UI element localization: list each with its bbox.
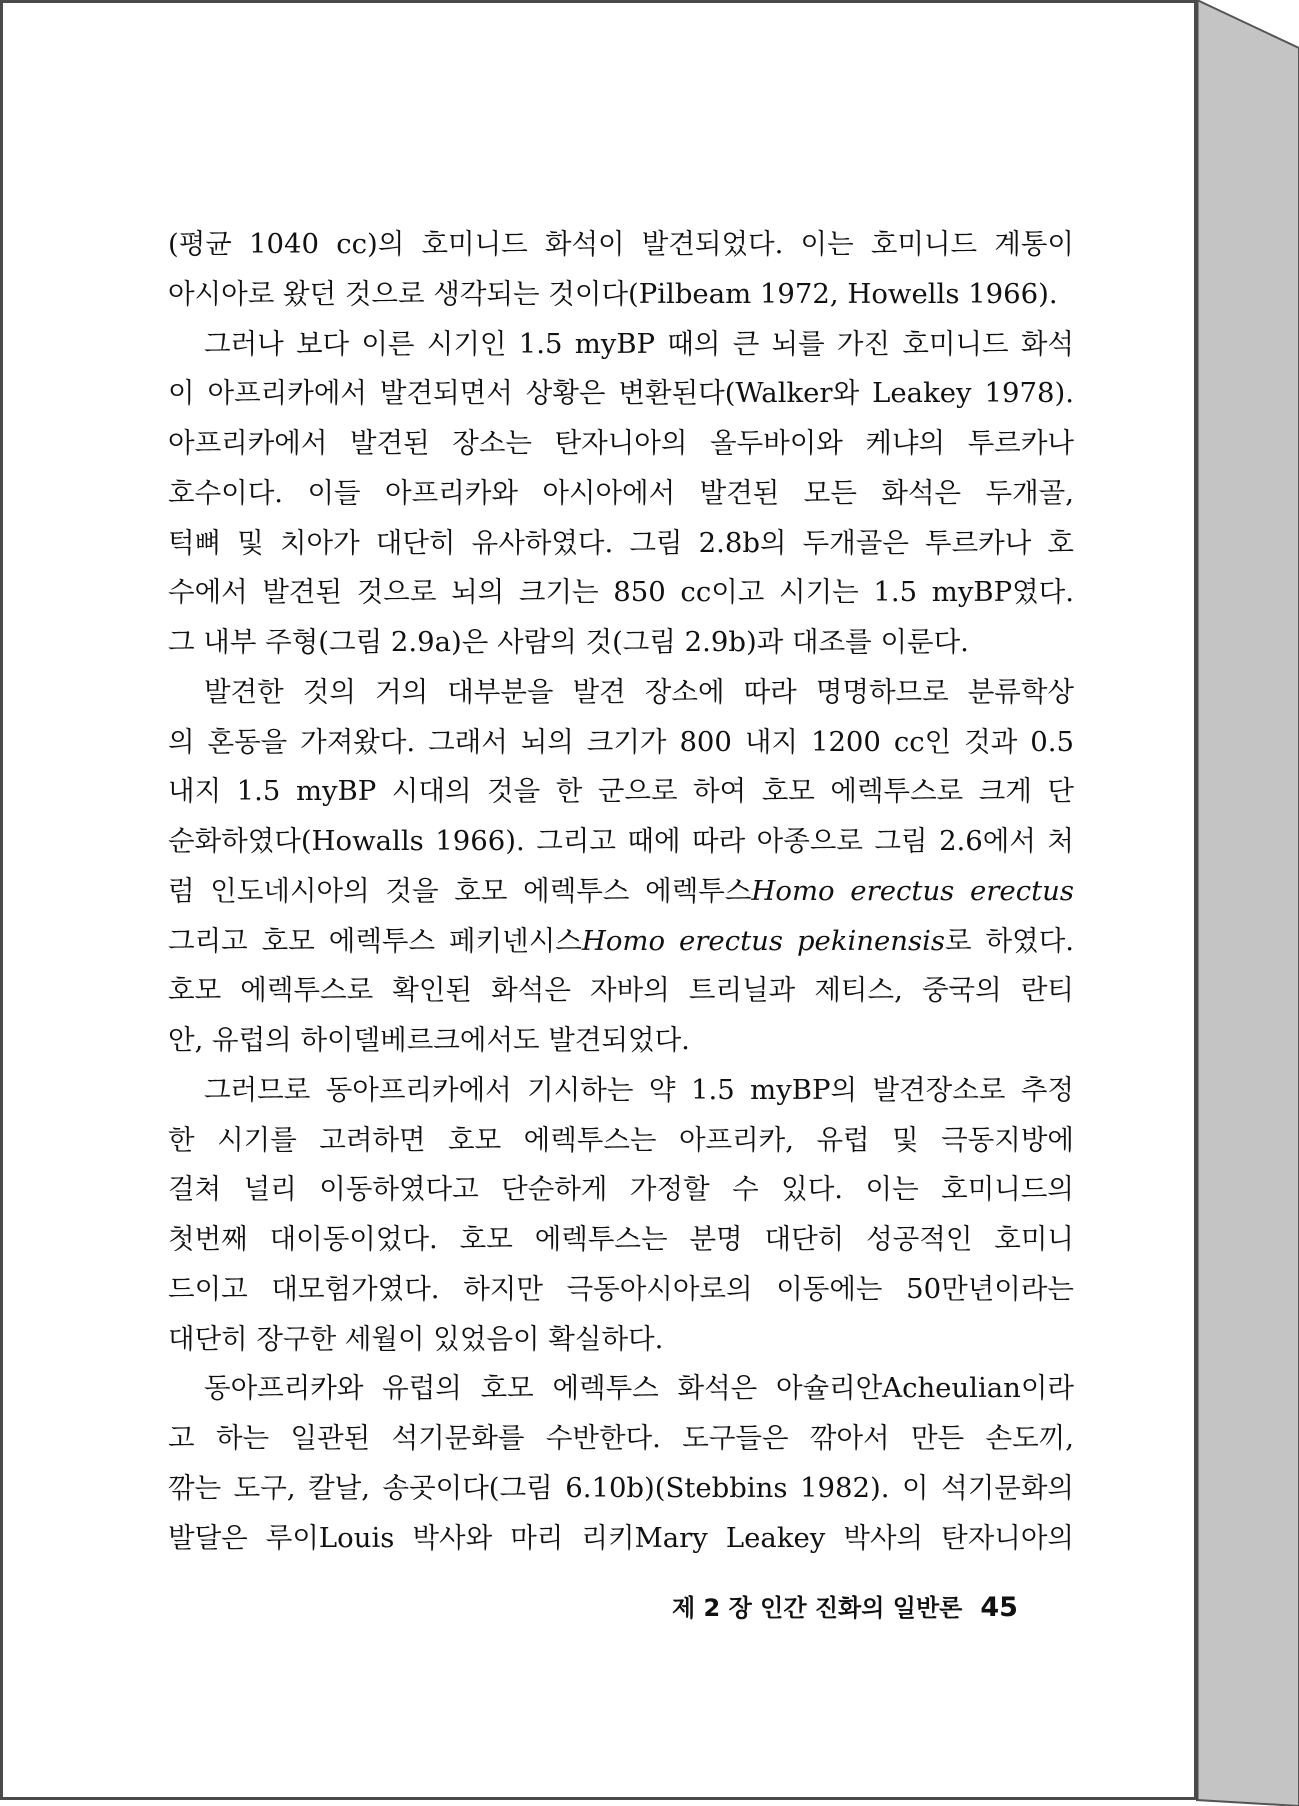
text-span: 로 하였다. (945, 924, 1074, 957)
text-line: 발달은 루이Louis 박사와 마리 리키Mary Leakey 박사의 탄자니아의 (168, 1521, 1074, 1554)
text-line: 수에서 발견된 것으로 뇌의 크기는 850 cc이고 시기는 1.5 myBP였다. (168, 576, 1074, 609)
text-line: 그러므로 동아프리카에서 기시하는 약 1.5 myBP의 발견장소로 추정 (204, 1073, 1074, 1106)
text-block-1 (168, 220, 1074, 867)
page-footer (672, 1588, 1018, 1623)
text-line: 동아프리카와 유럽의 호모 에렉투스 화석은 아슐리안Acheulian이라 (204, 1372, 1074, 1405)
text-line: 그 내부 주형(그림 2.9a)은 사람의 것(그림 2.9b)과 대조를 이룬다. (168, 626, 969, 658)
text-line: 아프리카에서 발견된 장소는 탄자니아의 올두바이와 케냐의 투르카나 (168, 427, 1074, 459)
text-line: 턱뼈 및 치아가 대단히 유사하였다. 그림 2.8b의 두개골은 투르카나 호 (168, 526, 1074, 559)
page-number: 45 (980, 1592, 1018, 1623)
text-line: 그러나 보다 이른 시기인 1.5 myBP 때의 큰 뇌를 가진 호미니드 화석 (204, 327, 1074, 360)
body-text (168, 220, 1074, 1563)
text-line: 호수이다. 이들 아프리카와 아시아에서 발견된 모든 화석은 두개골, (168, 476, 1074, 509)
text-line: 이 아프리카에서 발견되면서 상황은 변환된다(Walker와 Leakey 1978). (168, 377, 1074, 410)
text-line: 아시아로 왔던 것으로 생각되는 것이다(Pilbeam 1972, Howells 1966). (168, 277, 1058, 310)
text-line: (평균 1040 cc)의 호미니드 화석이 발견되었다. 이는 호미니드 계통이 (168, 228, 1074, 260)
chapter-title: 제 2 장 인간 진화의 일반론 (672, 1594, 963, 1622)
text-span: 그리고 호모 에렉투스 페키넨시스 (168, 924, 582, 957)
text-line: 호모 에렉투스로 확인된 화석은 자바의 트리닐과 제티스, 중국의 란티 (168, 974, 1074, 1007)
text-line-homo-erectus-pekinensis (168, 917, 1074, 967)
text-line: 안, 유럽의 하이델베르크에서도 발견되었다. (168, 1024, 690, 1056)
text-line: 대단히 장구한 세월이 있었음이 확실하다. (168, 1322, 664, 1355)
text-span: 럼 인도네시아의 것을 호모 에렉투스 에렉투스 (168, 874, 752, 907)
text-line: 순화하였다(Howalls 1966). 그리고 때에 따라 아종으로 그림 2.6에서 처 (168, 825, 1074, 857)
text-line: 깎는 도구, 칼날, 송곳이다(그림 6.10b)(Stebbins 1982). 이 석기문화의 (168, 1471, 1074, 1504)
text-line: 발견한 것의 거의 대부분을 발견 장소에 따라 명명하므로 분류학상 (204, 675, 1074, 708)
text-line: 걸쳐 널리 이동하였다고 단순하게 가정할 수 있다. 이는 호미니드의 (168, 1173, 1074, 1206)
text-line: 드이고 대모험가였다. 하지만 극동아시아로의 이동에는 50만년이라는 (168, 1272, 1074, 1305)
text-line: 한 시기를 고려하면 호모 에렉투스는 아프리카, 유럽 및 극동지방에 (168, 1123, 1074, 1156)
text-line: 의 혼동을 가져왔다. 그래서 뇌의 크기가 800 내지 1200 cc인 것과 0.5 (168, 725, 1074, 758)
text-block-2 (168, 966, 1074, 1563)
text-line-homo-erectus-erectus (168, 867, 1074, 917)
text-line: 첫번째 대이동이었다. 호모 에렉투스는 분명 대단히 성공적인 호미니 (168, 1223, 1074, 1255)
text-line: 내지 1.5 myBP 시대의 것을 한 군으로 하여 호모 에렉투스로 크게 단 (168, 775, 1074, 808)
text-line: 고 하는 일관된 석기문화를 수반한다. 도구들은 깎아서 만든 손도끼, (168, 1422, 1074, 1454)
scientific-name: Homo erectus erectus (751, 874, 1074, 907)
scientific-name: Homo erectus pekinensis (581, 924, 946, 957)
